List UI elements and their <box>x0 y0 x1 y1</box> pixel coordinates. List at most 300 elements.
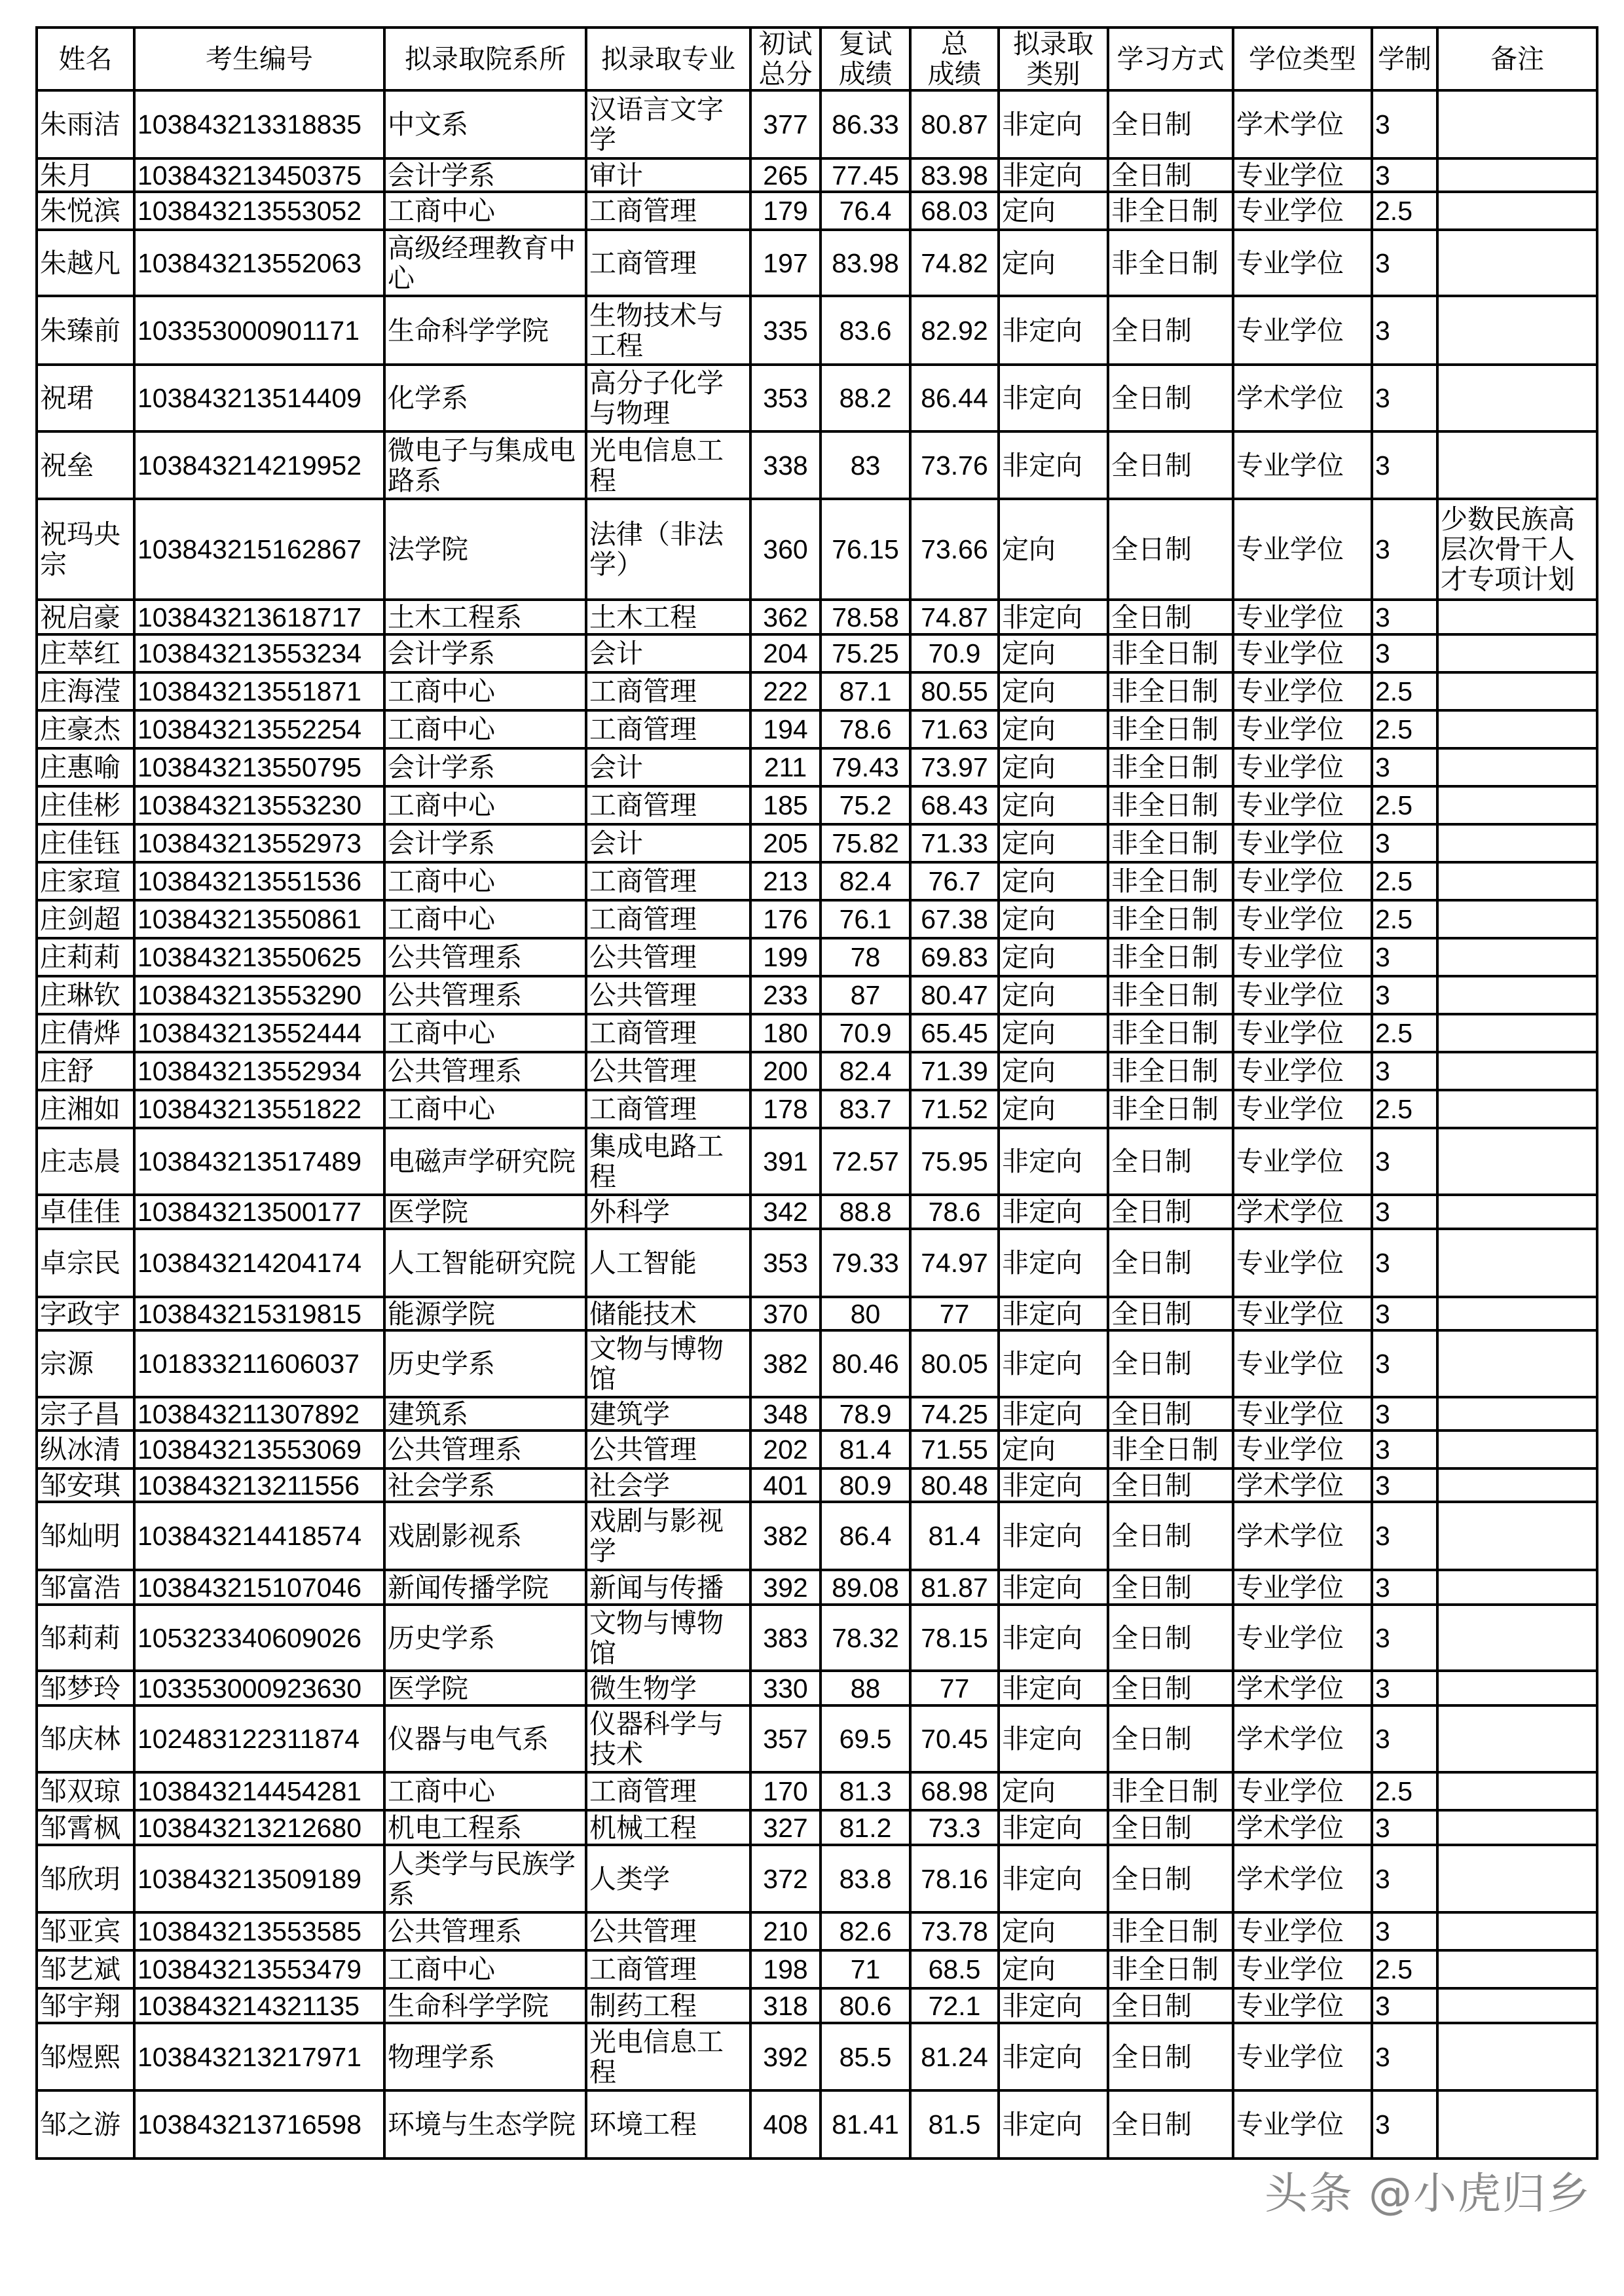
cell-total-score: 73.3 <box>910 1810 999 1845</box>
cell-remarks <box>1437 862 1597 900</box>
cell-name: 邹艺斌 <box>37 1950 134 1988</box>
cell-name: 宗子昌 <box>37 1397 134 1430</box>
cell-retest-score: 80.6 <box>821 1988 910 2023</box>
cell-major: 社会学 <box>586 1468 750 1502</box>
cell-study-mode: 全日制 <box>1108 1810 1233 1845</box>
cell-total-score: 67.38 <box>910 900 999 938</box>
table-row <box>37 824 1597 862</box>
cell-admission-category: 定向 <box>999 672 1108 710</box>
cell-duration: 3 <box>1372 1570 1437 1605</box>
cell-study-mode: 全日制 <box>1108 499 1233 600</box>
cell-candidate-id: 103843213553230 <box>134 786 384 824</box>
cell-admission-category: 非定向 <box>999 1845 1108 1912</box>
cell-prelim-score: 210 <box>750 1912 821 1950</box>
admission-list-table <box>35 26 1598 2160</box>
cell-retest-score: 88 <box>821 1671 910 1705</box>
cell-major: 工商管理 <box>586 192 750 230</box>
cell-study-mode: 全日制 <box>1108 1988 1233 2023</box>
cell-study-mode: 全日制 <box>1108 2023 1233 2090</box>
cell-name: 庄豪杰 <box>37 710 134 748</box>
cell-admission-category: 非定向 <box>999 296 1108 365</box>
cell-admission-category: 定向 <box>999 900 1108 938</box>
cell-total-score: 68.43 <box>910 786 999 824</box>
cell-remarks <box>1437 90 1597 158</box>
cell-total-score: 68.5 <box>910 1950 999 1988</box>
cell-prelim-score: 176 <box>750 900 821 938</box>
cell-department: 环境与生态学院 <box>384 2090 586 2159</box>
cell-candidate-id: 103843213551871 <box>134 672 384 710</box>
cell-remarks <box>1437 1229 1597 1297</box>
cell-prelim-score: 170 <box>750 1772 821 1810</box>
cell-name: 庄倩烨 <box>37 1014 134 1052</box>
cell-major: 工商管理 <box>586 1014 750 1052</box>
cell-degree-type: 专业学位 <box>1233 1330 1372 1397</box>
cell-study-mode: 全日制 <box>1108 1570 1233 1605</box>
cell-candidate-id: 103843213318835 <box>134 90 384 158</box>
cell-prelim-score: 179 <box>750 192 821 230</box>
cell-duration: 3 <box>1372 1671 1437 1705</box>
cell-retest-score: 79.43 <box>821 748 910 786</box>
cell-retest-score: 87.1 <box>821 672 910 710</box>
cell-duration: 3 <box>1372 2023 1437 2090</box>
cell-candidate-id: 103843215319815 <box>134 1297 384 1330</box>
cell-degree-type: 专业学位 <box>1233 192 1372 230</box>
cell-candidate-id: 103843214204174 <box>134 1229 384 1297</box>
cell-prelim-score: 200 <box>750 1052 821 1090</box>
cell-candidate-id: 103843213517489 <box>134 1128 384 1195</box>
cell-admission-category: 定向 <box>999 1052 1108 1090</box>
cell-major: 机械工程 <box>586 1810 750 1845</box>
cell-remarks <box>1437 1772 1597 1810</box>
cell-prelim-score: 338 <box>750 431 821 499</box>
cell-retest-score: 72.57 <box>821 1128 910 1195</box>
cell-candidate-id: 103843213212680 <box>134 1810 384 1845</box>
cell-study-mode: 全日制 <box>1108 1845 1233 1912</box>
cell-candidate-id: 103843213211556 <box>134 1468 384 1502</box>
cell-prelim-score: 318 <box>750 1988 821 2023</box>
cell-prelim-score: 408 <box>750 2090 821 2159</box>
cell-candidate-id: 103843213509189 <box>134 1845 384 1912</box>
table-row <box>37 365 1597 431</box>
table-row <box>37 862 1597 900</box>
cell-name: 邹梦玲 <box>37 1671 134 1705</box>
table-row <box>37 158 1597 192</box>
cell-candidate-id: 103843213550795 <box>134 748 384 786</box>
cell-admission-category: 非定向 <box>999 1297 1108 1330</box>
cell-retest-score: 83.8 <box>821 1845 910 1912</box>
cell-major: 人工智能 <box>586 1229 750 1297</box>
cell-major: 公共管理 <box>586 938 750 976</box>
cell-retest-score: 75.82 <box>821 824 910 862</box>
cell-total-score: 70.9 <box>910 634 999 672</box>
cell-remarks <box>1437 1052 1597 1090</box>
cell-major: 戏剧与影视学 <box>586 1502 750 1570</box>
cell-degree-type: 专业学位 <box>1233 900 1372 938</box>
cell-study-mode: 全日制 <box>1108 1705 1233 1772</box>
cell-department: 工商中心 <box>384 900 586 938</box>
cell-degree-type: 学术学位 <box>1233 1810 1372 1845</box>
cell-duration: 2.5 <box>1372 1950 1437 1988</box>
cell-study-mode: 全日制 <box>1108 296 1233 365</box>
cell-duration: 3 <box>1372 1912 1437 1950</box>
cell-major: 工商管理 <box>586 1090 750 1128</box>
cell-prelim-score: 180 <box>750 1014 821 1052</box>
cell-name: 庄湘如 <box>37 1090 134 1128</box>
cell-prelim-score: 204 <box>750 634 821 672</box>
cell-total-score: 80.55 <box>910 672 999 710</box>
cell-total-score: 81.24 <box>910 2023 999 2090</box>
cell-candidate-id: 103843213550861 <box>134 900 384 938</box>
cell-duration: 3 <box>1372 1845 1437 1912</box>
cell-admission-category: 非定向 <box>999 1705 1108 1772</box>
cell-study-mode: 非全日制 <box>1108 900 1233 938</box>
cell-admission-category: 定向 <box>999 786 1108 824</box>
cell-department: 电磁声学研究院 <box>384 1128 586 1195</box>
cell-major: 工商管理 <box>586 672 750 710</box>
cell-study-mode: 非全日制 <box>1108 824 1233 862</box>
cell-study-mode: 非全日制 <box>1108 1014 1233 1052</box>
cell-prelim-score: 392 <box>750 1570 821 1605</box>
cell-prelim-score: 357 <box>750 1705 821 1772</box>
cell-remarks <box>1437 1671 1597 1705</box>
cell-prelim-score: 205 <box>750 824 821 862</box>
cell-study-mode: 全日制 <box>1108 1297 1233 1330</box>
cell-name: 卓佳佳 <box>37 1195 134 1229</box>
cell-retest-score: 88.8 <box>821 1195 910 1229</box>
cell-name: 字政宇 <box>37 1297 134 1330</box>
cell-remarks <box>1437 748 1597 786</box>
cell-name: 庄佳钰 <box>37 824 134 862</box>
cell-admission-category: 定向 <box>999 1430 1108 1468</box>
cell-major: 土木工程 <box>586 600 750 634</box>
cell-candidate-id: 103843213552934 <box>134 1052 384 1090</box>
cell-retest-score: 79.33 <box>821 1229 910 1297</box>
cell-degree-type: 专业学位 <box>1233 1988 1372 2023</box>
cell-department: 公共管理系 <box>384 976 586 1014</box>
cell-retest-score: 76.15 <box>821 499 910 600</box>
cell-total-score: 80.05 <box>910 1330 999 1397</box>
cell-candidate-id: 103843213552063 <box>134 230 384 296</box>
cell-degree-type: 专业学位 <box>1233 431 1372 499</box>
cell-department: 会计学系 <box>384 824 586 862</box>
cell-major: 仪器科学与技术 <box>586 1705 750 1772</box>
cell-total-score: 68.98 <box>910 1772 999 1810</box>
cell-total-score: 77 <box>910 1671 999 1705</box>
cell-remarks <box>1437 1570 1597 1605</box>
cell-remarks <box>1437 296 1597 365</box>
cell-retest-score: 83.6 <box>821 296 910 365</box>
cell-retest-score: 86.4 <box>821 1502 910 1570</box>
table-row <box>37 1912 1597 1950</box>
cell-name: 祝玛央宗 <box>37 499 134 600</box>
cell-candidate-id: 103843215162867 <box>134 499 384 600</box>
cell-retest-score: 76.1 <box>821 900 910 938</box>
header-total-score: 总 成绩 <box>910 27 999 90</box>
cell-candidate-id: 103843213500177 <box>134 1195 384 1229</box>
cell-admission-category: 定向 <box>999 1950 1108 1988</box>
table-row <box>37 976 1597 1014</box>
cell-name: 庄海滢 <box>37 672 134 710</box>
cell-name: 庄家瑄 <box>37 862 134 900</box>
cell-major: 工商管理 <box>586 900 750 938</box>
header-row <box>37 27 1597 90</box>
cell-prelim-score: 372 <box>750 1845 821 1912</box>
cell-remarks <box>1437 1912 1597 1950</box>
cell-name: 邹宇翔 <box>37 1988 134 2023</box>
cell-degree-type: 学术学位 <box>1233 90 1372 158</box>
cell-total-score: 74.82 <box>910 230 999 296</box>
cell-major: 会计 <box>586 824 750 862</box>
cell-department: 建筑系 <box>384 1397 586 1430</box>
cell-study-mode: 非全日制 <box>1108 1912 1233 1950</box>
table-row <box>37 1950 1597 1988</box>
table-row <box>37 600 1597 634</box>
cell-total-score: 83.98 <box>910 158 999 192</box>
cell-duration: 3 <box>1372 824 1437 862</box>
cell-degree-type: 专业学位 <box>1233 158 1372 192</box>
cell-study-mode: 全日制 <box>1108 2090 1233 2159</box>
cell-name: 邹霄枫 <box>37 1810 134 1845</box>
cell-remarks <box>1437 1397 1597 1430</box>
cell-name: 庄琳钦 <box>37 976 134 1014</box>
cell-candidate-id: 103843213716598 <box>134 2090 384 2159</box>
cell-candidate-id: 103843213551822 <box>134 1090 384 1128</box>
cell-duration: 2.5 <box>1372 900 1437 938</box>
cell-remarks <box>1437 710 1597 748</box>
cell-admission-category: 非定向 <box>999 1229 1108 1297</box>
cell-remarks <box>1437 1430 1597 1468</box>
header-prelim-score: 初试 总分 <box>750 27 821 90</box>
table-row <box>37 1810 1597 1845</box>
cell-duration: 3 <box>1372 499 1437 600</box>
cell-major: 公共管理 <box>586 976 750 1014</box>
table-row <box>37 1605 1597 1671</box>
cell-admission-category: 非定向 <box>999 1810 1108 1845</box>
cell-duration: 3 <box>1372 748 1437 786</box>
cell-admission-category: 非定向 <box>999 431 1108 499</box>
table-row <box>37 1845 1597 1912</box>
cell-candidate-id: 101833211606037 <box>134 1330 384 1397</box>
cell-degree-type: 专业学位 <box>1233 1128 1372 1195</box>
cell-study-mode: 全日制 <box>1108 1502 1233 1570</box>
cell-study-mode: 全日制 <box>1108 90 1233 158</box>
cell-study-mode: 非全日制 <box>1108 634 1233 672</box>
cell-degree-type: 专业学位 <box>1233 230 1372 296</box>
cell-retest-score: 76.4 <box>821 192 910 230</box>
table-row <box>37 499 1597 600</box>
table-row <box>37 2023 1597 2090</box>
cell-degree-type: 专业学位 <box>1233 1397 1372 1430</box>
cell-study-mode: 非全日制 <box>1108 786 1233 824</box>
cell-remarks <box>1437 1128 1597 1195</box>
cell-remarks <box>1437 192 1597 230</box>
cell-retest-score: 89.08 <box>821 1570 910 1605</box>
cell-retest-score: 71 <box>821 1950 910 1988</box>
cell-degree-type: 学术学位 <box>1233 1671 1372 1705</box>
cell-candidate-id: 102483122311874 <box>134 1705 384 1772</box>
cell-name: 庄剑超 <box>37 900 134 938</box>
cell-department: 生命科学学院 <box>384 1988 586 2023</box>
cell-admission-category: 定向 <box>999 192 1108 230</box>
cell-department: 中文系 <box>384 90 586 158</box>
cell-degree-type: 专业学位 <box>1233 1297 1372 1330</box>
table-row <box>37 1502 1597 1570</box>
cell-study-mode: 非全日制 <box>1108 1052 1233 1090</box>
table-row <box>37 1195 1597 1229</box>
cell-total-score: 71.39 <box>910 1052 999 1090</box>
cell-study-mode: 全日制 <box>1108 1468 1233 1502</box>
table-row <box>37 786 1597 824</box>
table-row <box>37 1330 1597 1397</box>
cell-study-mode: 非全日制 <box>1108 192 1233 230</box>
cell-major: 集成电路工程 <box>586 1128 750 1195</box>
cell-study-mode: 非全日制 <box>1108 710 1233 748</box>
cell-major: 会计 <box>586 634 750 672</box>
cell-department: 工商中心 <box>384 710 586 748</box>
cell-name: 邹煜熙 <box>37 2023 134 2090</box>
cell-retest-score: 78.6 <box>821 710 910 748</box>
cell-department: 土木工程系 <box>384 600 586 634</box>
cell-candidate-id: 103843213553290 <box>134 976 384 1014</box>
cell-retest-score: 80.46 <box>821 1330 910 1397</box>
cell-degree-type: 专业学位 <box>1233 1570 1372 1605</box>
cell-candidate-id: 103843214418574 <box>134 1502 384 1570</box>
cell-department: 会计学系 <box>384 158 586 192</box>
header-department: 拟录取院系所 <box>384 27 586 90</box>
table-row <box>37 1128 1597 1195</box>
cell-candidate-id: 103843213618717 <box>134 600 384 634</box>
cell-retest-score: 78.58 <box>821 600 910 634</box>
cell-remarks <box>1437 976 1597 1014</box>
cell-admission-category: 非定向 <box>999 90 1108 158</box>
cell-candidate-id: 103843214454281 <box>134 1772 384 1810</box>
cell-prelim-score: 198 <box>750 1950 821 1988</box>
cell-admission-category: 非定向 <box>999 2090 1108 2159</box>
cell-name: 朱悦滨 <box>37 192 134 230</box>
cell-major: 汉语言文字学 <box>586 90 750 158</box>
cell-name: 卓宗民 <box>37 1229 134 1297</box>
header-study-mode: 学习方式 <box>1108 27 1233 90</box>
cell-prelim-score: 327 <box>750 1810 821 1845</box>
cell-duration: 3 <box>1372 2090 1437 2159</box>
cell-duration: 3 <box>1372 1810 1437 1845</box>
cell-remarks: 少数民族高层次骨干人才专项计划 <box>1437 499 1597 600</box>
cell-major: 新闻与传播 <box>586 1570 750 1605</box>
cell-study-mode: 全日制 <box>1108 1229 1233 1297</box>
cell-name: 朱月 <box>37 158 134 192</box>
cell-retest-score: 80.9 <box>821 1468 910 1502</box>
cell-degree-type: 专业学位 <box>1233 1772 1372 1810</box>
cell-degree-type: 专业学位 <box>1233 296 1372 365</box>
cell-remarks <box>1437 2090 1597 2159</box>
cell-candidate-id: 103843214219952 <box>134 431 384 499</box>
cell-remarks <box>1437 938 1597 976</box>
cell-prelim-score: 178 <box>750 1090 821 1128</box>
cell-name: 邹莉莉 <box>37 1605 134 1671</box>
cell-candidate-id: 103843213551536 <box>134 862 384 900</box>
cell-degree-type: 学术学位 <box>1233 365 1372 431</box>
cell-remarks <box>1437 1468 1597 1502</box>
cell-prelim-score: 348 <box>750 1397 821 1430</box>
cell-study-mode: 全日制 <box>1108 1671 1233 1705</box>
cell-department: 工商中心 <box>384 1090 586 1128</box>
cell-admission-category: 定向 <box>999 710 1108 748</box>
cell-degree-type: 专业学位 <box>1233 499 1372 600</box>
cell-major: 工商管理 <box>586 710 750 748</box>
cell-department: 公共管理系 <box>384 1430 586 1468</box>
cell-total-score: 82.92 <box>910 296 999 365</box>
cell-retest-score: 81.41 <box>821 2090 910 2159</box>
cell-degree-type: 专业学位 <box>1233 1014 1372 1052</box>
cell-total-score: 74.87 <box>910 600 999 634</box>
cell-remarks <box>1437 1297 1597 1330</box>
cell-study-mode: 非全日制 <box>1108 1950 1233 1988</box>
cell-admission-category: 非定向 <box>999 1468 1108 1502</box>
cell-duration: 3 <box>1372 1605 1437 1671</box>
cell-duration: 2.5 <box>1372 786 1437 824</box>
table-row <box>37 230 1597 296</box>
table-row <box>37 938 1597 976</box>
cell-duration: 3 <box>1372 1430 1437 1468</box>
cell-remarks <box>1437 365 1597 431</box>
cell-name: 邹庆林 <box>37 1705 134 1772</box>
cell-prelim-score: 370 <box>750 1297 821 1330</box>
cell-total-score: 74.25 <box>910 1397 999 1430</box>
cell-candidate-id: 103843211307892 <box>134 1397 384 1430</box>
cell-name: 朱越凡 <box>37 230 134 296</box>
cell-total-score: 74.97 <box>910 1229 999 1297</box>
cell-retest-score: 75.25 <box>821 634 910 672</box>
cell-candidate-id: 103843213514409 <box>134 365 384 431</box>
cell-department: 生命科学学院 <box>384 296 586 365</box>
cell-study-mode: 全日制 <box>1108 365 1233 431</box>
cell-prelim-score: 353 <box>750 1229 821 1297</box>
cell-remarks <box>1437 786 1597 824</box>
table-row <box>37 1397 1597 1430</box>
table-row <box>37 192 1597 230</box>
cell-duration: 2.5 <box>1372 1014 1437 1052</box>
cell-prelim-score: 382 <box>750 1330 821 1397</box>
cell-admission-category: 非定向 <box>999 365 1108 431</box>
cell-department: 工商中心 <box>384 862 586 900</box>
cell-degree-type: 专业学位 <box>1233 976 1372 1014</box>
cell-total-score: 86.44 <box>910 365 999 431</box>
cell-department: 历史学系 <box>384 1605 586 1671</box>
cell-retest-score: 78 <box>821 938 910 976</box>
cell-study-mode: 非全日制 <box>1108 938 1233 976</box>
cell-department: 历史学系 <box>384 1330 586 1397</box>
cell-retest-score: 86.33 <box>821 90 910 158</box>
cell-department: 会计学系 <box>384 634 586 672</box>
cell-degree-type: 学术学位 <box>1233 1468 1372 1502</box>
cell-study-mode: 非全日制 <box>1108 748 1233 786</box>
table-row <box>37 1988 1597 2023</box>
cell-study-mode: 非全日制 <box>1108 230 1233 296</box>
cell-retest-score: 87 <box>821 976 910 1014</box>
cell-study-mode: 非全日制 <box>1108 976 1233 1014</box>
cell-major: 会计 <box>586 748 750 786</box>
cell-major: 法律（非法学） <box>586 499 750 600</box>
table-row <box>37 1570 1597 1605</box>
cell-candidate-id: 105323340609026 <box>134 1605 384 1671</box>
cell-candidate-id: 103843213217971 <box>134 2023 384 2090</box>
cell-major: 生物技术与工程 <box>586 296 750 365</box>
cell-study-mode: 全日制 <box>1108 431 1233 499</box>
cell-retest-score: 69.5 <box>821 1705 910 1772</box>
cell-study-mode: 非全日制 <box>1108 1430 1233 1468</box>
cell-duration: 3 <box>1372 1229 1437 1297</box>
cell-department: 工商中心 <box>384 1014 586 1052</box>
